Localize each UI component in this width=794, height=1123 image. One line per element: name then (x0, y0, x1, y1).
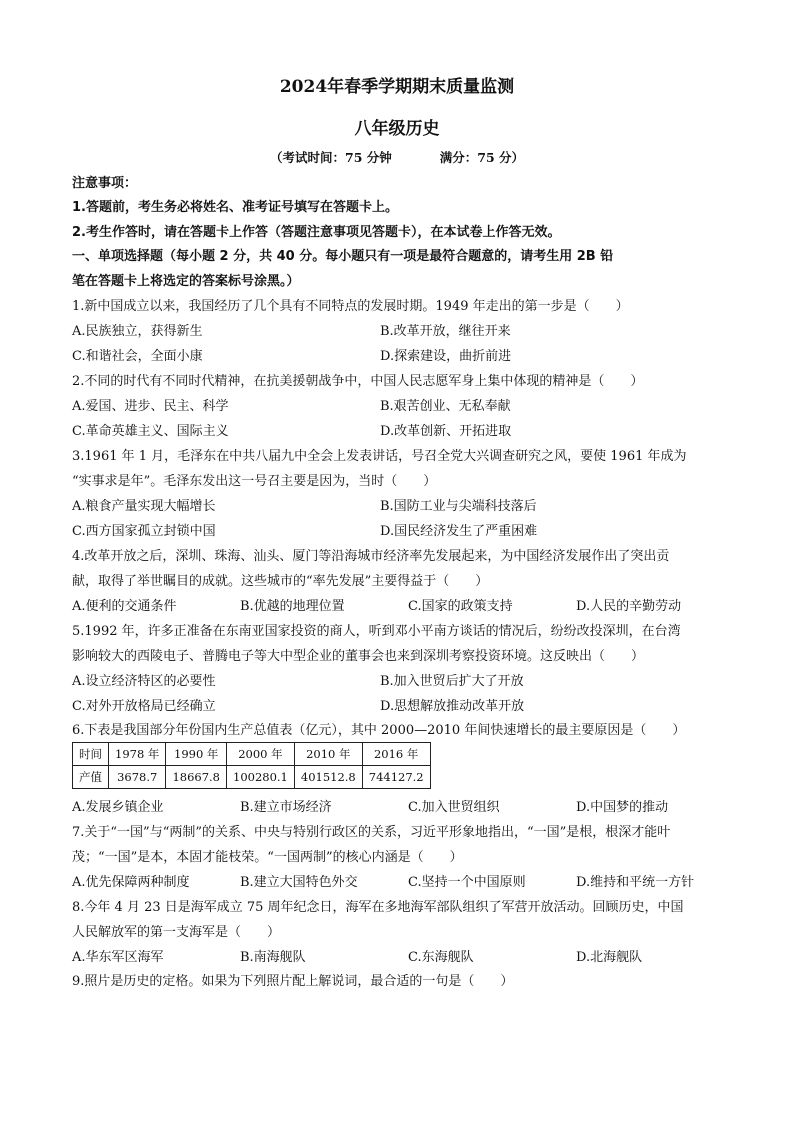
question-stem: 影响较大的西陵电子、普腾电子等大中型企业的董事会也来到深圳考察投资环境。这反映出（ ） (72, 649, 645, 664)
table-cell: 时间 (73, 743, 109, 766)
option-b: B.国防工业与尖端科技落后 (380, 499, 537, 514)
option-c: C.西方国家孤立封锁中国 (72, 524, 216, 539)
option-b: B.优越的地理位置 (240, 599, 345, 614)
question-stem: 9.照片是历史的定格。如果为下列照片配上解说词，最合适的一句是（ ） (72, 974, 514, 989)
table-cell: 1990 年 (166, 743, 227, 766)
question-stem: 1.新中国成立以来，我国经历了几个具有不同特点的发展时期。1949 年走出的第一步是（ ） (72, 299, 629, 314)
option-d: D.国民经济发生了严重困难 (380, 524, 538, 539)
exam-subject: 八年级历史 (354, 119, 440, 139)
option-b: B.南海舰队 (240, 950, 306, 965)
question-stem: 6.下表是我国部分年份国内生产总值表（亿元），其中 2000—2010 年间快速增长的最主要原因是（ ） (72, 723, 686, 738)
option-c: C.和谐社会，全面小康 (72, 349, 203, 364)
note-item: 2.考生作答时，请在答题卡上作答（答题注意事项见答题卡），在本试卷上作答无效。 (72, 225, 561, 240)
table-cell: 2010 年 (294, 743, 362, 766)
table-cell: 2000 年 (227, 743, 295, 766)
question-stem: 8.今年 4 月 23 日是海军成立 75 周年纪念日，海军在多地海军部队组织了军营开放活动。回顾历史，中国 (72, 900, 684, 915)
option-d: D.探索建设，曲折前进 (380, 349, 512, 364)
question-stem: 人民解放军的第一支海军是（ ） (72, 925, 281, 940)
option-a: A.民族独立，获得新生 (72, 324, 203, 339)
table-cell: 18667.8 (166, 766, 227, 789)
table-cell: 100280.1 (227, 766, 295, 789)
option-c: C.对外开放格局已经确立 (72, 699, 216, 714)
table-cell: 产值 (73, 766, 109, 789)
option-a: A.优先保障两种制度 (72, 875, 190, 890)
table-cell: 3678.7 (109, 766, 166, 789)
option-a: A.粮食产量实现大幅增长 (72, 499, 216, 514)
option-a: A.华东军区海军 (72, 950, 164, 965)
notes-heading: 注意事项： (72, 176, 138, 191)
exam-info (0, 148, 794, 166)
exam-title: 2024年春季学期期末质量监测 (279, 77, 515, 97)
option-b: B.加入世贸后扩大了开放 (380, 674, 524, 689)
question-stem: 献，取得了举世瞩目的成就。这些城市的“率先发展”主要得益于（ ） (72, 574, 489, 589)
note-item: 1.答题前，考生务必将姓名、准考证号填写在答题卡上。 (72, 200, 398, 215)
option-d: D.改革创新、开拓进取 (380, 424, 512, 439)
option-d: D.思想解放推动改革开放 (380, 699, 525, 714)
table-row (73, 743, 431, 766)
option-d: D.维持和平统一方针 (576, 875, 695, 890)
option-d: D.北海舰队 (576, 950, 643, 965)
exam-time: （考试时间：75 分钟 (270, 150, 392, 165)
question-stem: 4.改革开放之后，深圳、珠海、汕头、厦门等沿海城市经济率先发展起来，为中国经济发展作出了突出贡 (72, 549, 670, 564)
option-b: B.改革开放，继往开来 (380, 324, 511, 339)
question-stem: “实事求是年”。毛泽东发出这一号召主要是因为，当时（ ） (72, 474, 437, 489)
table-cell: 2016 年 (362, 743, 430, 766)
question-stem: 3.1961 年 1 月，毛泽东在中共八届九中全会上发表讲话，号召全党大兴调查研究之风，要使 1961 年成为 (72, 449, 687, 464)
question-stem: 7.关于“一国”与“两制”的关系、中央与特别行政区的关系，习近平形象地指出，“一国”是根，根深才能叶 (72, 825, 671, 840)
gdp-table (72, 742, 431, 789)
option-a: A.便利的交通条件 (72, 599, 177, 614)
option-a: A.设立经济特区的必要性 (72, 674, 216, 689)
option-b: B.建立大国特色外交 (240, 875, 358, 890)
option-c: C.革命英雄主义、国际主义 (72, 424, 229, 439)
option-d: D.人民的辛勤劳动 (576, 599, 682, 614)
question-stem: 2.不同的时代有不同时代精神，在抗美援朝战争中，中国人民志愿军身上集中体现的精神是（ ） (72, 374, 644, 389)
option-c: C.加入世贸组织 (408, 800, 500, 815)
option-b: B.艰苦创业、无私奉献 (380, 399, 511, 414)
full-score: 满分：75 分） (439, 150, 524, 165)
option-a: A.发展乡镇企业 (72, 800, 164, 815)
option-c: C.国家的政策支持 (408, 599, 513, 614)
table-cell: 1978 年 (109, 743, 166, 766)
option-c: C.东海舰队 (408, 950, 474, 965)
option-a: A.爱国、进步、民主、科学 (72, 399, 229, 414)
option-c: C.坚持一个中国原则 (408, 875, 526, 890)
question-stem: 茂；“一国”是本，本固才能枝荣。“一国两制”的核心内涵是（ ） (72, 850, 463, 865)
table-row (73, 766, 431, 789)
section-heading: 一、单项选择题（每小题 2 分，共 40 分。每小题只有一项是最符合题意的，请考生用 2B 铅 (72, 249, 614, 264)
table-cell: 401512.8 (294, 766, 362, 789)
option-d: D.中国梦的推动 (576, 800, 669, 815)
option-b: B.建立市场经济 (240, 800, 332, 815)
question-stem: 5.1992 年，许多正准备在东南亚国家投资的商人，听到邓小平南方谈话的情况后，纷纷改投深圳，在台湾 (72, 624, 681, 639)
table-cell: 744127.2 (362, 766, 430, 789)
section-heading: 笔在答题卡上将选定的答案标号涂黑。） (72, 274, 300, 289)
